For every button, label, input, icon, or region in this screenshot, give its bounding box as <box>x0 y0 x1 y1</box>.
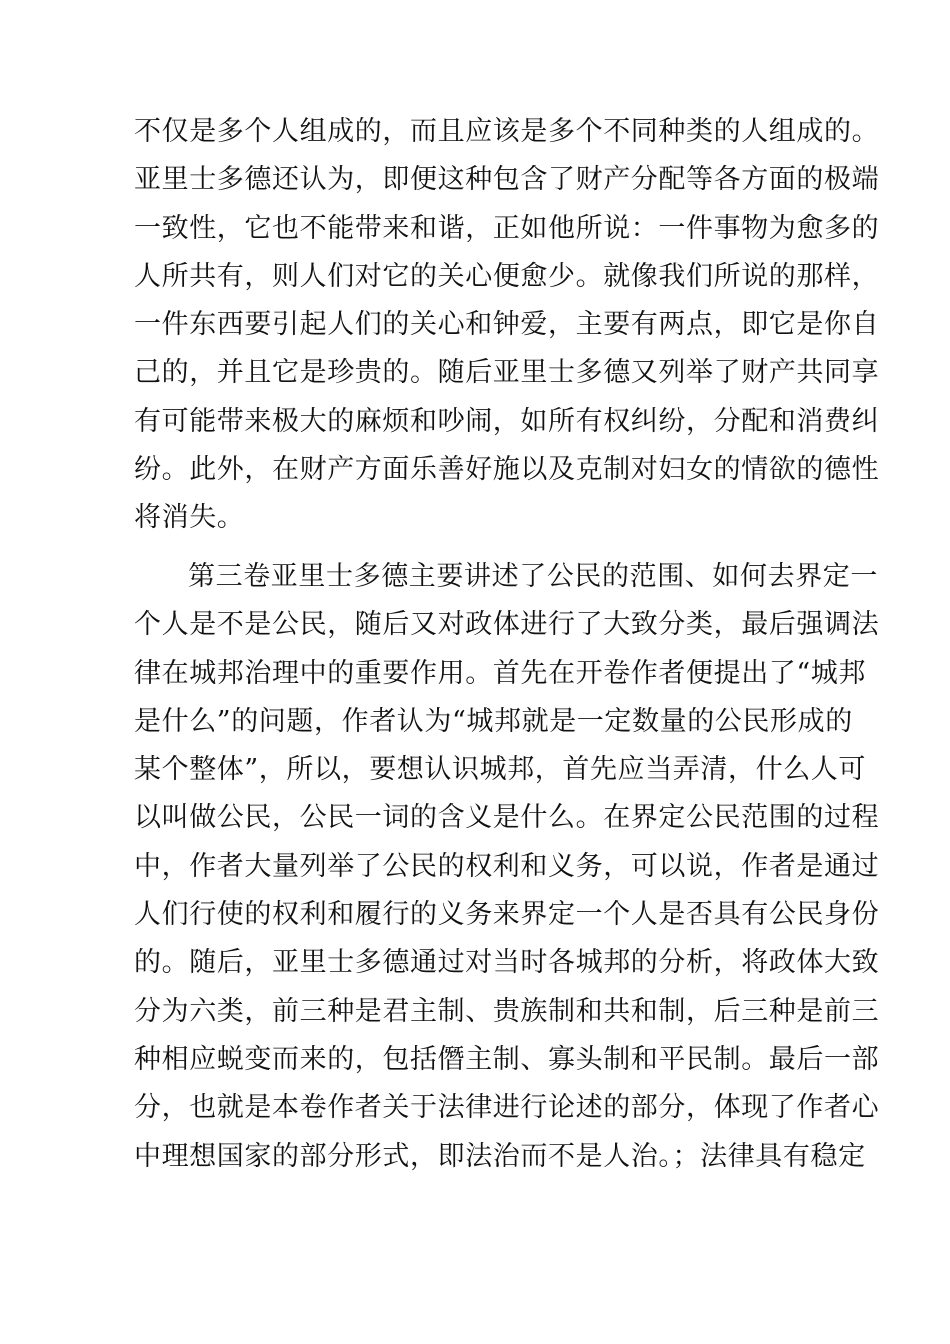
text-line: 纷。此外，在财产方面乐善好施以及克制对妇女的情欲的德性 <box>134 454 880 486</box>
text-line: 种相应蜕变而来的，包括僭主制、寡头制和平民制。最后一部 <box>134 1043 880 1075</box>
text-line: 己的，并且它是珍贵的。随后亚里士多德又列举了财产共同享 <box>134 357 880 389</box>
text-line: 中理想国家的部分形式，即法治而不是人治。；法律具有稳定 <box>134 1140 866 1172</box>
paragraph-2 <box>134 553 880 1181</box>
text-line: 人们行使的权利和履行的义务来界定一个人是否具有公民身份 <box>134 899 880 931</box>
text-line: 是什么”的问题，作者认为“城邦就是一定数量的公民形成的 <box>134 705 853 737</box>
text-line: 某个整体”，所以，要想认识城邦，首先应当弄清，什么人可 <box>134 754 867 786</box>
text-line: 一致性，它也不能带来和谐，正如他所说：一件事物为愈多的 <box>134 212 880 244</box>
text-line: 的。随后，亚里士多德通过对当时各城邦的分析，将政体大致 <box>134 947 880 979</box>
text-line: 分为六类，前三种是君主制、贵族制和共和制，后三种是前三 <box>134 995 880 1027</box>
text-line: 亚里士多德还认为，即便这种包含了财产分配等各方面的极端 <box>134 164 880 196</box>
text-line: 个人是不是公民，随后又对政体进行了大致分类，最后强调法 <box>134 609 880 641</box>
text-line: 将消失。 <box>134 502 245 534</box>
text-line: 有可能带来极大的麻烦和吵闹，如所有权纠纷，分配和消费纠 <box>134 405 880 437</box>
text-line: 分，也就是本卷作者关于法律进行论述的部分，体现了作者心 <box>134 1092 880 1124</box>
text-line: 中，作者大量列举了公民的权利和义务，可以说，作者是通过 <box>134 850 880 882</box>
text-line: 不仅是多个人组成的，而且应该是多个不同种类的人组成的。 <box>134 116 880 147</box>
paragraph-1 <box>134 108 880 543</box>
text-line-indented: 第三卷亚里士多德主要讲述了公民的范围、如何去界定一 <box>188 561 878 592</box>
text-line: 一件东西要引起人们的关心和钟爱，主要有两点，即它是你自 <box>134 309 880 341</box>
text-line: 人所共有，则人们对它的关心便愈少。就像我们所说的那样， <box>134 260 880 292</box>
text-line: 以叫做公民，公民一词的含义是什么。在界定公民范围的过程 <box>134 802 880 834</box>
text-line: 律在城邦治理中的重要作用。首先在开卷作者便提出了“城邦 <box>134 657 867 689</box>
